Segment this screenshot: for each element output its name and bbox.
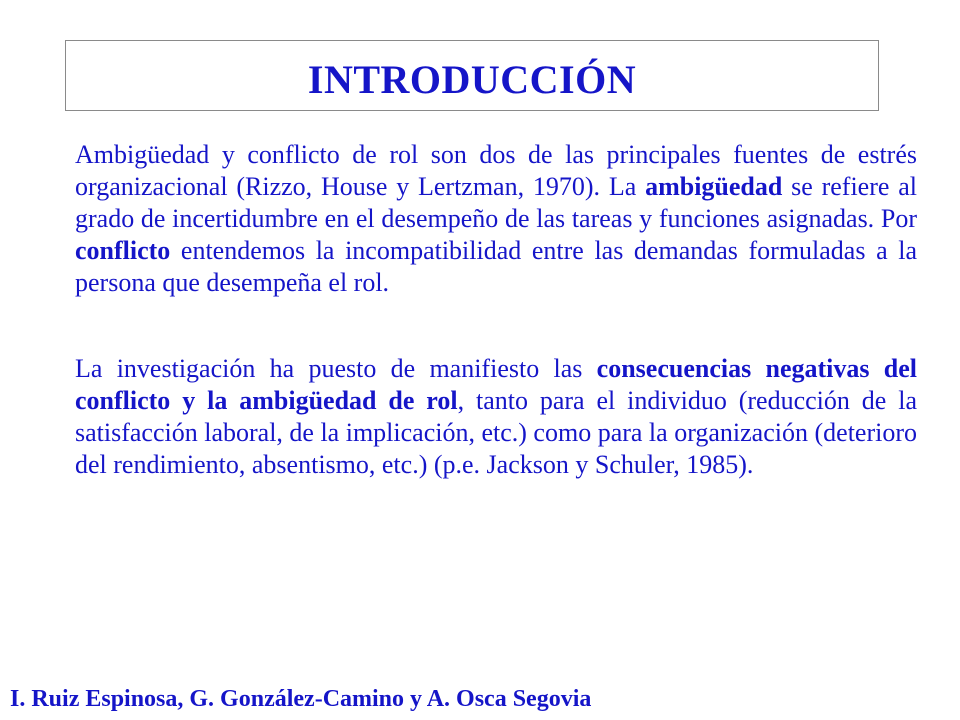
term-consecuencias: consecuencias negativas del conflicto y la ambigüedad de rol bbox=[75, 354, 917, 415]
paragraph-research bbox=[75, 353, 917, 481]
term-conflicto: conflicto bbox=[75, 236, 171, 265]
paragraph-intro bbox=[75, 139, 917, 299]
paragraph-intro-text-2: se refiere al grado de incertidumbre en el desempeño de las tareas y funciones asignadas. Por bbox=[75, 172, 917, 233]
paragraph-research-text-1: La investigación ha puesto de manifiesto las bbox=[75, 354, 597, 383]
paragraph-intro-text-1: Ambigüedad y conflicto de rol son dos de las principales fuentes de estrés organizacional (Rizzo, House y Lertzman, 1970). La bbox=[75, 140, 917, 201]
paragraph-intro-text-3: entendemos la incompatibilidad entre las demandas formuladas a la persona que desempeña el rol. bbox=[75, 236, 917, 297]
paragraph-research-text-2: , tanto para el individuo (reducción de la satisfacción laboral, de la implicación, etc.) como para la organización (deterioro del rendimiento, absentismo, etc.) (p.e. Jackson y Schuler, 1985). bbox=[75, 386, 917, 479]
title-box bbox=[65, 40, 879, 111]
slide-title: INTRODUCCIÓN bbox=[307, 57, 637, 102]
authors-footer: I. Ruiz Espinosa, G. González-Camino y A. Osca Segovia bbox=[10, 686, 592, 712]
term-ambiguedad: ambigüedad bbox=[645, 172, 783, 201]
